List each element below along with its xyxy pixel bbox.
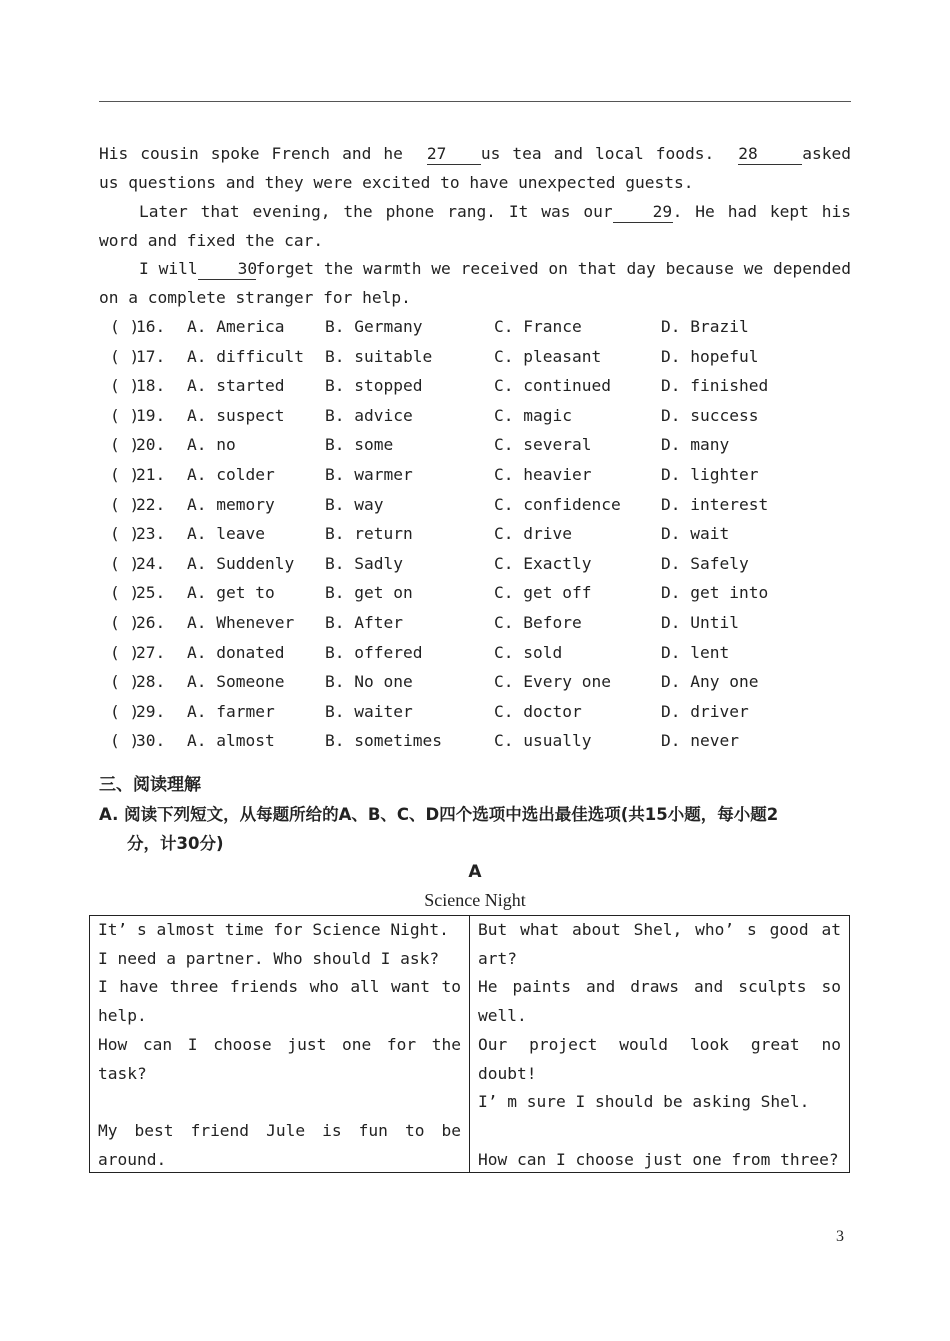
option-c: C. continued — [494, 376, 611, 396]
question-number: 23. — [136, 524, 166, 544]
question-number: 22. — [136, 494, 166, 514]
option-a: A. America — [187, 317, 285, 336]
option-d: D. lighter — [661, 465, 759, 484]
question-number: 28. — [136, 672, 166, 692]
question-number: 21. — [136, 465, 166, 484]
option-c: C. France — [494, 317, 582, 336]
answer-paren: ( ) — [110, 553, 140, 573]
answer-paren: ( ) — [110, 672, 140, 692]
option-a: A. Someone — [187, 672, 285, 692]
instruction-line-1: A. 阅读下列短文，从每题所给的A、B、C、D四个选项中选出最佳选项(共15小题，每小题2 — [99, 805, 779, 824]
answer-paren: ( ) — [110, 701, 140, 721]
answer-paren: ( ) — [110, 613, 140, 632]
answer-paren: ( ) — [110, 524, 140, 544]
blank-30: 30 — [198, 259, 256, 280]
blank-28: 28 — [738, 144, 802, 165]
option-a: A. leave — [187, 524, 265, 544]
option-c: C. pleasant — [494, 346, 602, 366]
option-b: B. offered — [325, 642, 423, 662]
option-d: D. interest — [661, 494, 769, 514]
poem-left-column — [90, 916, 470, 1172]
option-d: D. many — [661, 435, 730, 455]
answer-paren: ( ) — [110, 317, 140, 336]
option-d: D. Any one — [661, 672, 759, 692]
section-instruction — [99, 800, 851, 858]
poem-line: How can I choose just one for the task? — [98, 1034, 461, 1083]
answer-paren: ( ) — [110, 583, 140, 603]
answer-paren: ( ) — [110, 494, 140, 514]
option-a: A. memory — [187, 494, 275, 514]
poem-line: He paints and draws and sculpts so well. — [478, 977, 841, 1026]
option-c: C. get off — [494, 583, 592, 603]
header-rule — [99, 101, 851, 102]
option-d: D. never — [661, 731, 739, 751]
option-c: C. Before — [494, 613, 582, 632]
option-c: C. confidence — [494, 494, 621, 514]
passage-label: A — [468, 862, 482, 882]
option-b: B. Sadly — [325, 553, 403, 573]
option-a: A. started — [187, 376, 285, 396]
option-c: C. sold — [494, 642, 563, 662]
answer-paren: ( ) — [110, 731, 140, 751]
poem-line: I have three friends who all want to help. — [98, 977, 461, 1026]
question-number: 30. — [136, 731, 166, 751]
option-c: C. magic — [494, 405, 572, 425]
poem-line: It’ s almost time for Science Night. — [98, 920, 449, 939]
passage-title: Science Night — [424, 890, 526, 910]
option-b: B. Germany — [325, 317, 423, 336]
stanza-gap — [478, 1117, 841, 1146]
option-d: D. Until — [661, 613, 739, 632]
answer-paren: ( ) — [110, 376, 140, 396]
option-a: A. Suddenly — [187, 553, 295, 573]
option-b: B. advice — [325, 405, 413, 425]
instruction-line-2: 分，计30分) — [127, 834, 224, 853]
poem-line: I need a partner. Who should I ask? — [98, 948, 440, 968]
option-b: B. No one — [325, 672, 413, 692]
question-number: 29. — [136, 701, 166, 721]
option-d: D. hopeful — [661, 346, 759, 366]
option-b: B. suitable — [325, 346, 433, 366]
option-d: D. finished — [661, 376, 769, 396]
option-c: C. doctor — [494, 701, 582, 721]
option-c: C. Every one — [494, 672, 611, 692]
answer-paren: ( ) — [110, 435, 140, 455]
poem-right-column — [470, 916, 849, 1172]
blank-29: 29 — [613, 202, 673, 223]
option-b: B. sometimes — [325, 731, 442, 751]
option-a: A. no — [187, 435, 236, 455]
option-a: A. get to — [187, 583, 275, 603]
question-number: 20. — [136, 435, 166, 455]
option-c: C. Exactly — [494, 553, 592, 573]
option-a: A. suspect — [187, 405, 285, 425]
option-d: D. driver — [661, 701, 749, 721]
answer-paren: ( ) — [110, 642, 140, 662]
section-heading: 三、阅读理解 — [99, 775, 201, 795]
answer-paren: ( ) — [110, 405, 140, 425]
option-d: D. wait — [661, 524, 730, 544]
passage-paragraph-3: I will 30forget the warmth we received on that day because we depended on a complete stranger for help. — [99, 259, 851, 307]
passage-paragraph-1: His cousin spoke French and he 27 us tea and local foods. 28 asked us questions and they were excited to have unexpected guests. — [99, 144, 851, 192]
question-number: 24. — [136, 553, 166, 573]
option-c: C. usually — [494, 731, 592, 751]
stanza-gap — [98, 1088, 461, 1117]
poem-line: Our project would look great no doubt! — [478, 1034, 841, 1083]
option-a: A. donated — [187, 642, 285, 662]
option-b: B. warmer — [325, 465, 413, 484]
option-c: C. drive — [494, 524, 572, 544]
page-number: 3 — [836, 1228, 844, 1245]
option-a: A. farmer — [187, 701, 275, 721]
question-number: 25. — [136, 583, 166, 603]
option-d: D. get into — [661, 583, 769, 603]
option-d: D. lent — [661, 642, 730, 662]
option-d: D. Brazil — [661, 317, 749, 336]
poem-table — [89, 915, 850, 1173]
option-a: A. colder — [187, 465, 275, 484]
answer-paren: ( ) — [110, 346, 140, 366]
option-c: C. heavier — [494, 465, 592, 484]
answer-paren: ( ) — [110, 465, 140, 484]
option-c: C. several — [494, 435, 592, 455]
option-b: B. waiter — [325, 701, 413, 721]
question-number: 19. — [136, 405, 166, 425]
question-number: 16. — [136, 317, 166, 336]
option-a: A. difficult — [187, 346, 304, 366]
blank-27: 27 — [427, 144, 481, 165]
question-number: 17. — [136, 346, 166, 366]
question-number: 18. — [136, 376, 166, 396]
option-b: B. get on — [325, 583, 413, 603]
option-b: B. way — [325, 494, 384, 514]
option-d: D. Safely — [661, 553, 749, 573]
question-number: 27. — [136, 642, 166, 662]
poem-line: But what about Shel, who’ s good at art? — [478, 920, 841, 968]
option-b: B. After — [325, 613, 403, 632]
option-a: A. almost — [187, 731, 275, 751]
option-b: B. some — [325, 435, 394, 455]
poem-line: How can I choose just one from three? — [478, 1149, 839, 1169]
question-number: 26. — [136, 613, 166, 632]
option-b: B. return — [325, 524, 413, 544]
poem-line: My best friend Jule is fun to be around. — [98, 1120, 461, 1169]
option-d: D. success — [661, 405, 759, 425]
option-b: B. stopped — [325, 376, 423, 396]
poem-line: I’ m sure I should be asking Shel. — [478, 1092, 810, 1112]
option-a: A. Whenever — [187, 613, 295, 632]
passage-paragraph-2: Later that evening, the phone rang. It was our 29. He had kept his word and fixed the car. — [99, 202, 851, 250]
